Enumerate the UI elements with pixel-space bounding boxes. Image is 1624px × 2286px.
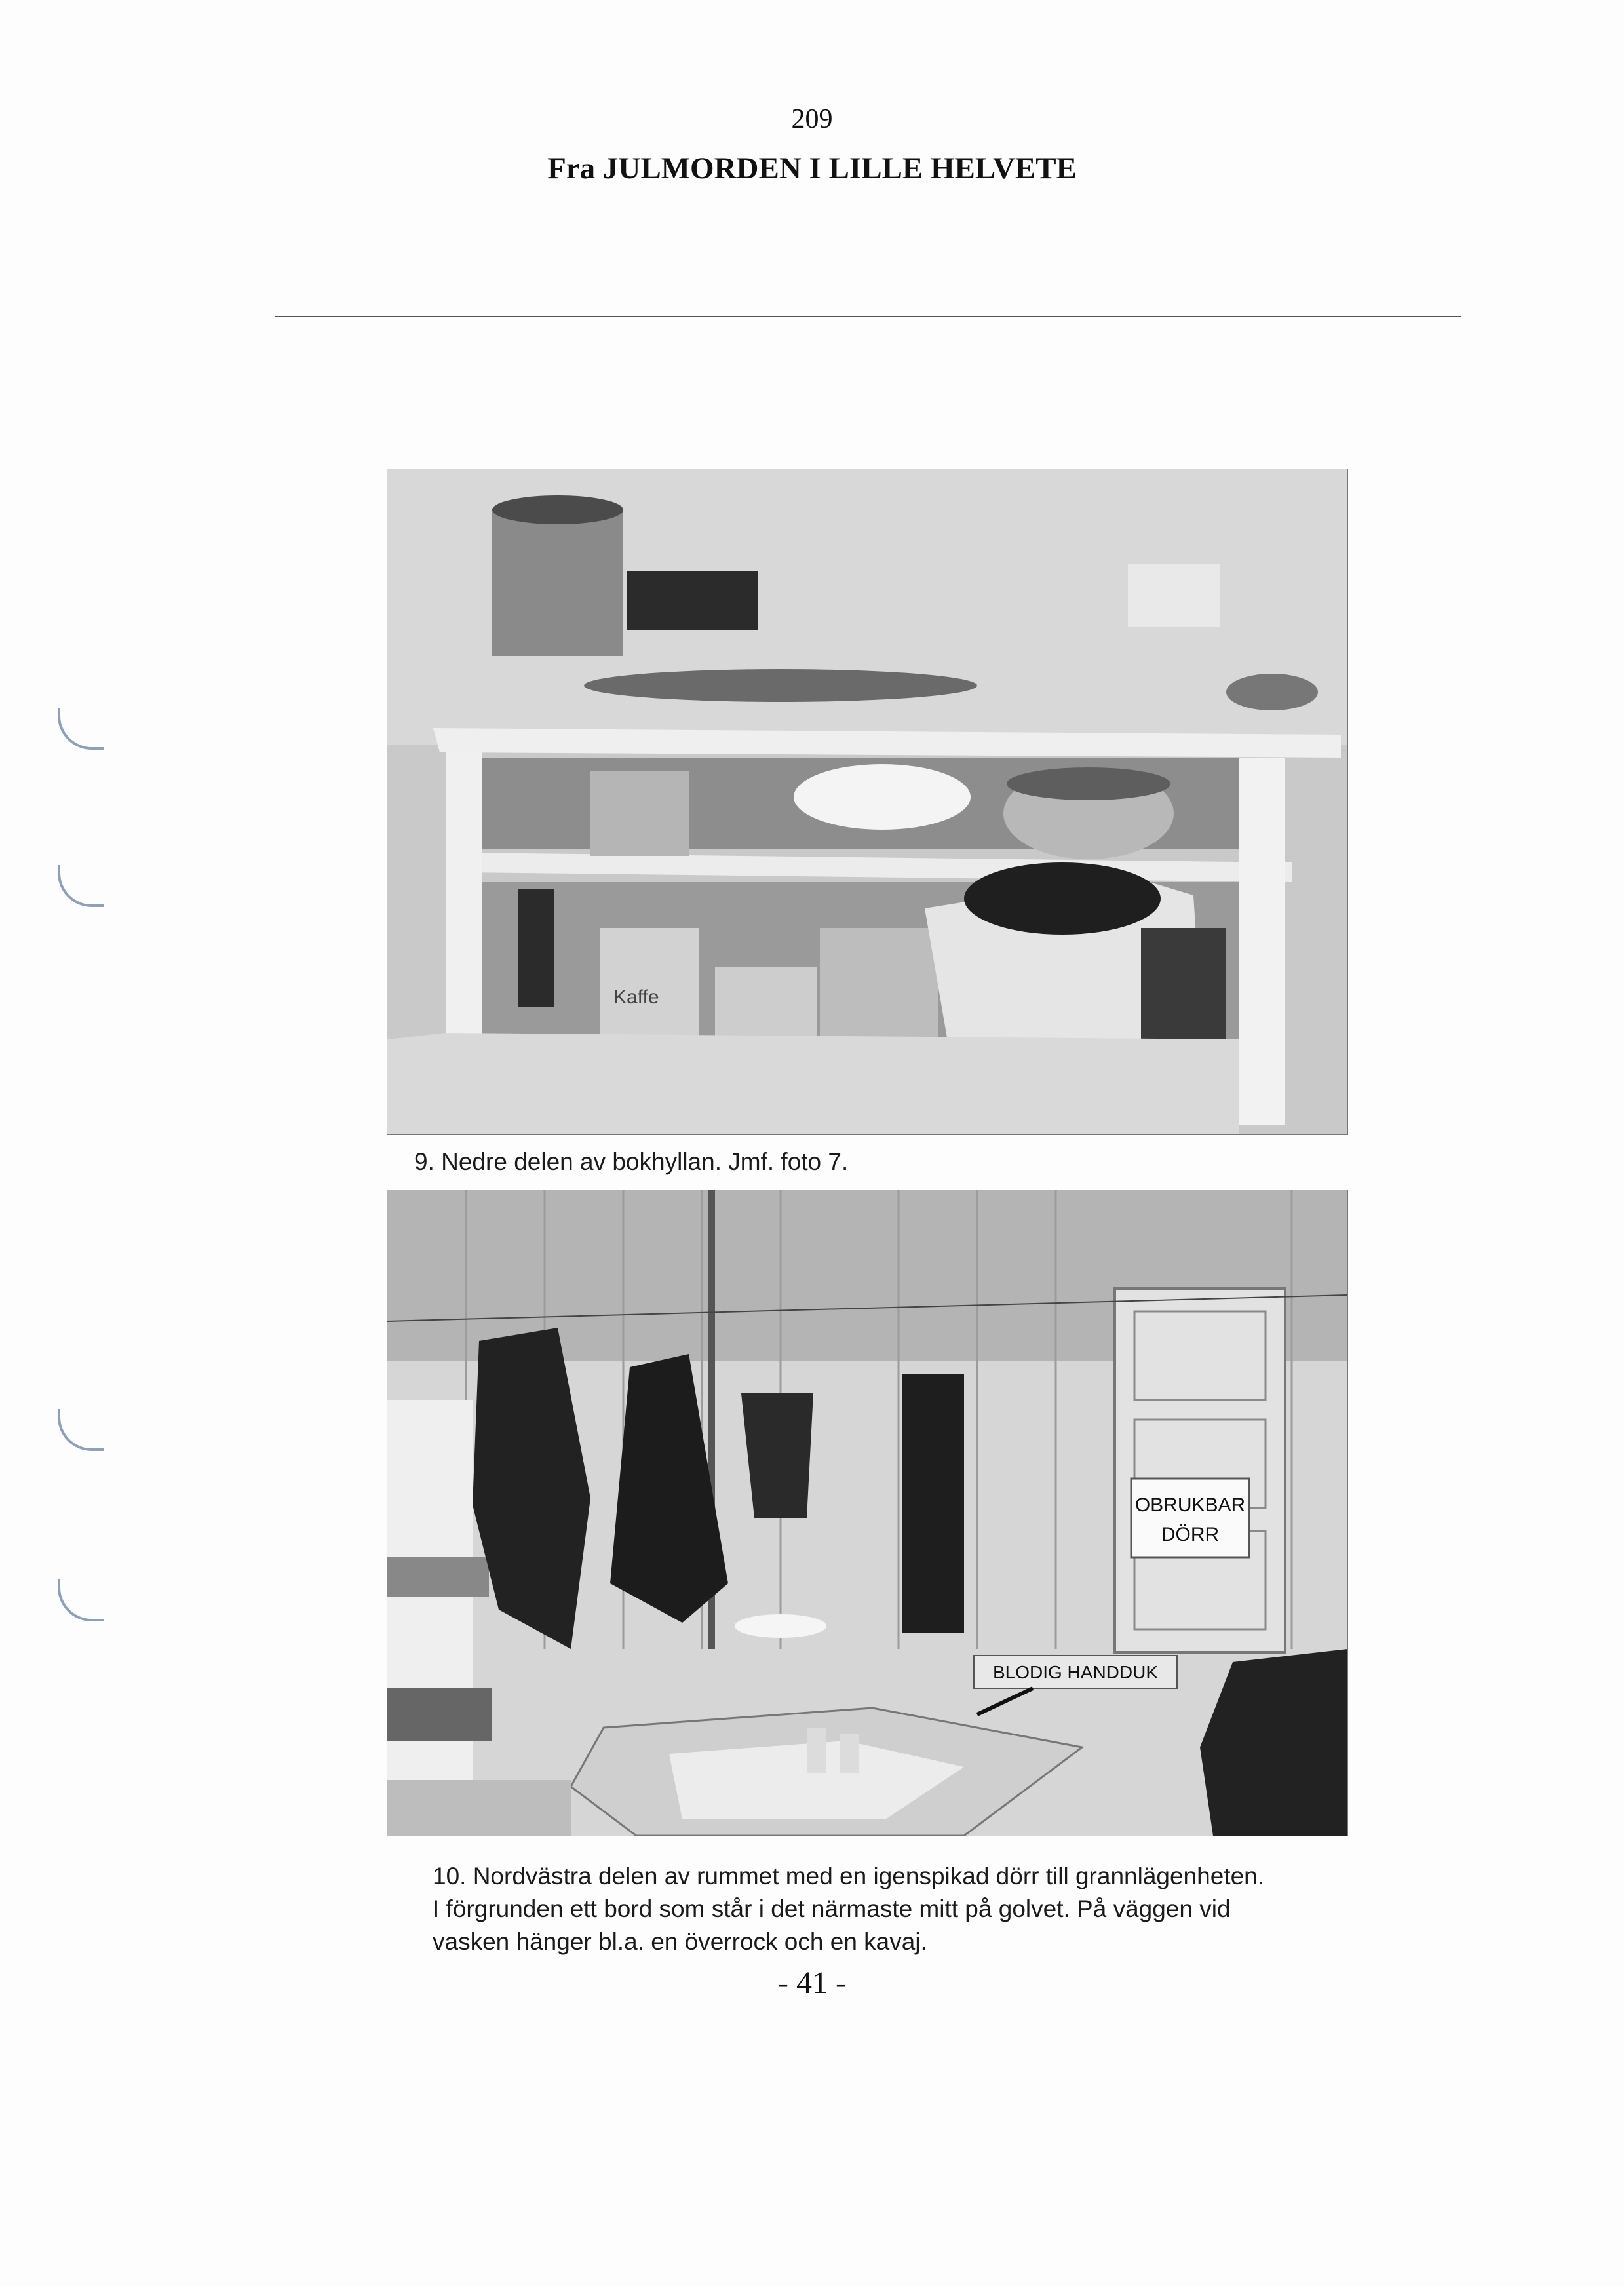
punch-hole-mark	[58, 708, 104, 750]
punch-hole-mark	[58, 1579, 104, 1621]
caption-line: 10. Nordvästra delen av rummet med en igenspikad dörr till grannlägenheten.	[433, 1863, 1265, 1889]
caption-line: I förgrunden ett bord som står i det närmaste mitt på golvet. På väggen vid	[433, 1895, 1231, 1922]
caption-line: vasken hänger bl.a. en överrock och en kavaj.	[433, 1928, 927, 1955]
photo-room-northwest	[387, 1190, 1348, 1836]
door-sign-line1: OBRUKBAR	[1134, 1494, 1246, 1516]
towel-label: BLODIG HANDDUK	[992, 1662, 1159, 1682]
door-sign-line2: DÖRR	[1161, 1524, 1220, 1545]
photo-9-caption: 9. Nedre delen av bokhyllan. Jmf. foto 7.	[414, 1148, 849, 1175]
page-title: Fra JULMORDEN I LILLE HELVETE	[547, 151, 1077, 185]
footer-page-number: - 41 -	[778, 1966, 846, 2000]
coffee-box-label: Kaffe	[613, 986, 659, 1008]
punch-hole-mark	[58, 865, 104, 907]
photo-bookshelf	[387, 469, 1348, 1135]
punch-hole-mark	[58, 1409, 104, 1451]
header-rule	[275, 316, 1461, 317]
photo-10-caption	[433, 1860, 1363, 1958]
page-number: 209	[791, 104, 833, 134]
